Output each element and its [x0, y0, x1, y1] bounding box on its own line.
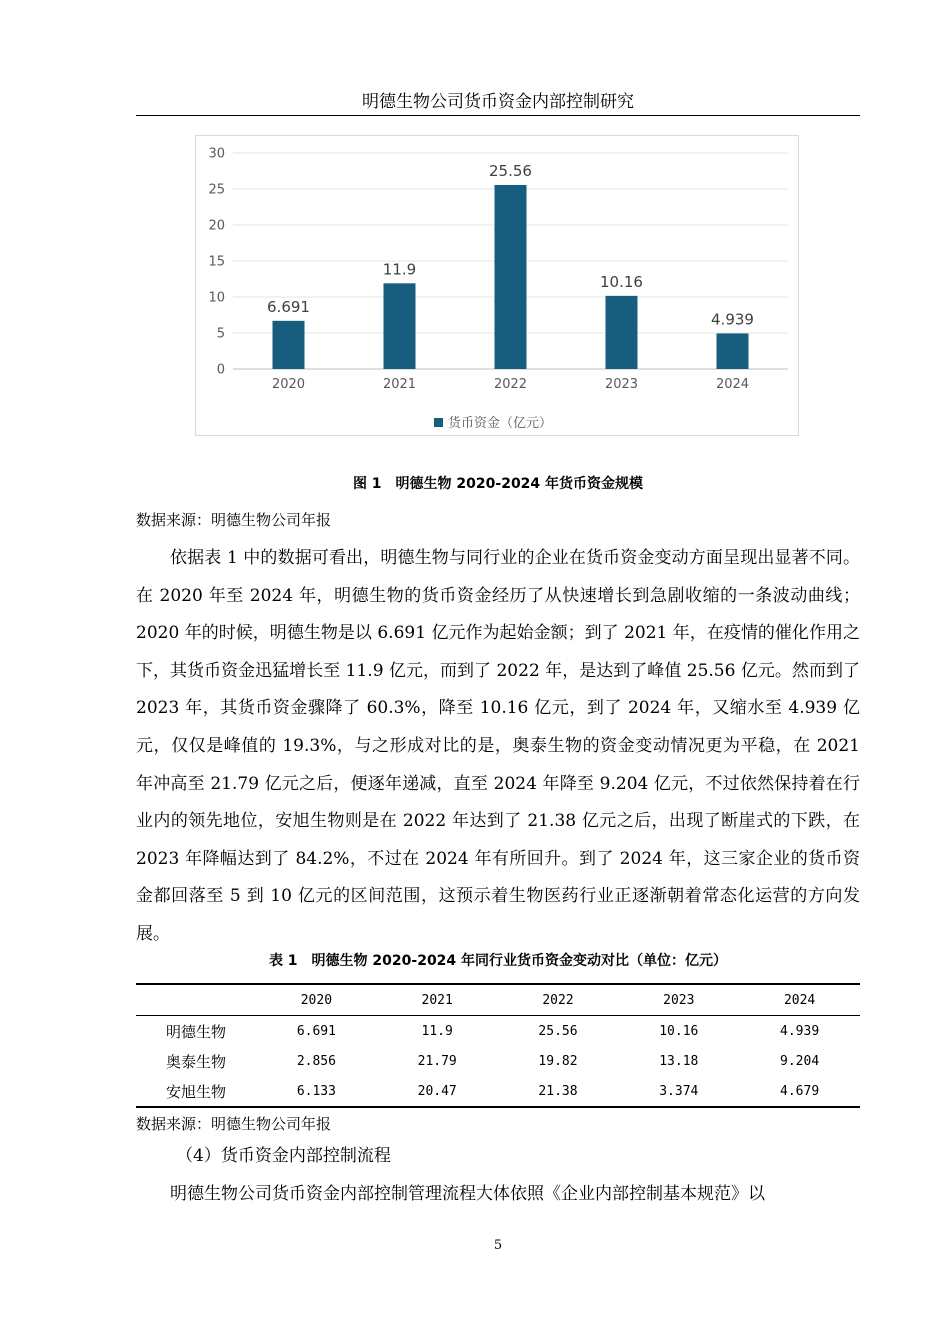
- table-row: [136, 1046, 860, 1076]
- continuing-paragraph: 明德生物公司货币资金内部控制管理流程大体依照《企业内部控制基本规范》以: [170, 1184, 765, 1204]
- table-cell: 6.691: [296, 1023, 336, 1039]
- table-cell: 3.374: [659, 1083, 699, 1099]
- table-cell: 13.18: [659, 1053, 699, 1069]
- section-heading: （4）货币资金内部控制流程: [176, 1146, 391, 1166]
- bar: [606, 296, 638, 369]
- table-cell: 明德生物: [165, 1022, 226, 1041]
- table-row: [136, 1016, 860, 1047]
- bar: [717, 333, 749, 369]
- table-header-row: [136, 984, 860, 1016]
- body-paragraph: 依据表 1 中的数据可看出，明德生物与同行业的企业在货币资金变动方面呈现出显著不同。在 2020 年至 2024 年，明德生物的货币资金经历了从快速增长到急剧收缩的一条波动曲线；2020 年的时候，明德生物是以 6.691 亿元作为起始金额；到了 2021 年，在疫情的催化作用之下，其货币资金迅猛增长至 11.9 亿元，而到了 2022 年，是达到了峰值 25.56 亿元。然而到了 2023 年，其货币资金骤降了 60.3%，降至 10.16 亿元，到了 2024 年，又缩水至 4.939 亿元，仅仅是峰值的 19.3%，与之形成对比的是，奥泰生物的资金变动情况更为平稳，在 2021 年冲高至 21.79 亿元之后，便逐年递减，直至 2024 年降至 9.204 亿元，不过依然保持着在行业内的领先地位，安旭生物则是在 2022 年达到了 21.38 亿元之后，出现了断崖式的下跌，在 2023 年降幅达到了 84.2%，不过在 2024 年有所回升。到了 2024 年，这三家企业的货币资金都回落至 5 到 10 亿元的区间范围，这预示着生物医药行业正逐渐朝着常态化运营的方向发展。: [136, 548, 860, 944]
- bar: [273, 321, 305, 369]
- table-cell: 4.679: [780, 1083, 820, 1099]
- data-label: 6.691: [267, 297, 310, 316]
- x-tick-label: 2024: [715, 377, 750, 392]
- table-cell: 10.16: [659, 1023, 699, 1039]
- table-source: 数据来源：明德生物公司年报: [136, 1115, 332, 1133]
- bar: [495, 185, 527, 369]
- table-cell: 安旭生物: [165, 1082, 226, 1101]
- bar: [384, 283, 416, 369]
- table-cell: 20.47: [417, 1083, 457, 1099]
- table-caption: 表 1 明德生物 2020-2024 年同行业货币资金变动对比（单位：亿元）: [268, 953, 728, 969]
- table-header-cell: 2023: [663, 992, 695, 1008]
- header-rule: [136, 115, 860, 116]
- table-cell: 21.79: [417, 1053, 457, 1069]
- running-header: 明德生物公司货币资金内部控制研究: [362, 92, 634, 112]
- x-tick-label: 2023: [604, 377, 639, 392]
- table-header-cell: [136, 984, 256, 1016]
- table-row: [136, 1076, 860, 1107]
- page-number: 5: [493, 1238, 503, 1253]
- table-cell: 9.204: [780, 1053, 820, 1069]
- bar-chart: [195, 135, 799, 436]
- data-label: 25.56: [489, 161, 532, 180]
- figure-caption: 图 1 明德生物 2020-2024 年货币资金规模: [352, 476, 644, 492]
- data-label: 10.16: [600, 272, 643, 291]
- table-cell: 6.133: [296, 1083, 336, 1099]
- y-tick-label: 25: [208, 182, 225, 198]
- chart-canvas: [196, 136, 800, 437]
- x-tick-label: 2022: [493, 377, 528, 392]
- table-header-cell: 2022: [542, 992, 574, 1008]
- data-label: 11.9: [382, 260, 417, 279]
- table-cell: 2.856: [296, 1053, 336, 1069]
- figure-source: 数据来源：明德生物公司年报: [136, 511, 332, 529]
- table-header-cell: 2020: [300, 992, 333, 1008]
- y-tick-label: 5: [216, 326, 225, 342]
- y-tick-label: 30: [208, 146, 225, 162]
- y-tick-label: 20: [208, 218, 225, 234]
- y-tick-label: 0: [216, 362, 225, 378]
- y-tick-label: 15: [208, 254, 225, 270]
- legend-label: 货币资金（亿元）: [448, 416, 553, 431]
- table-cell: 19.82: [538, 1053, 578, 1069]
- x-tick-label: 2021: [382, 377, 417, 392]
- comparison-table: [136, 983, 860, 1108]
- data-label: 4.939: [711, 310, 754, 329]
- table-cell: 11.9: [421, 1023, 453, 1039]
- table-cell: 25.56: [538, 1023, 578, 1039]
- table-cell: 奥泰生物: [165, 1052, 226, 1071]
- table-header-cell: 2024: [783, 992, 816, 1008]
- y-tick-label: 10: [208, 290, 225, 306]
- table-cell: 4.939: [780, 1023, 820, 1039]
- table-header-cell: 2021: [421, 992, 453, 1008]
- legend-swatch: [434, 418, 443, 427]
- x-tick-label: 2020: [271, 377, 306, 392]
- table-cell: 21.38: [538, 1083, 578, 1099]
